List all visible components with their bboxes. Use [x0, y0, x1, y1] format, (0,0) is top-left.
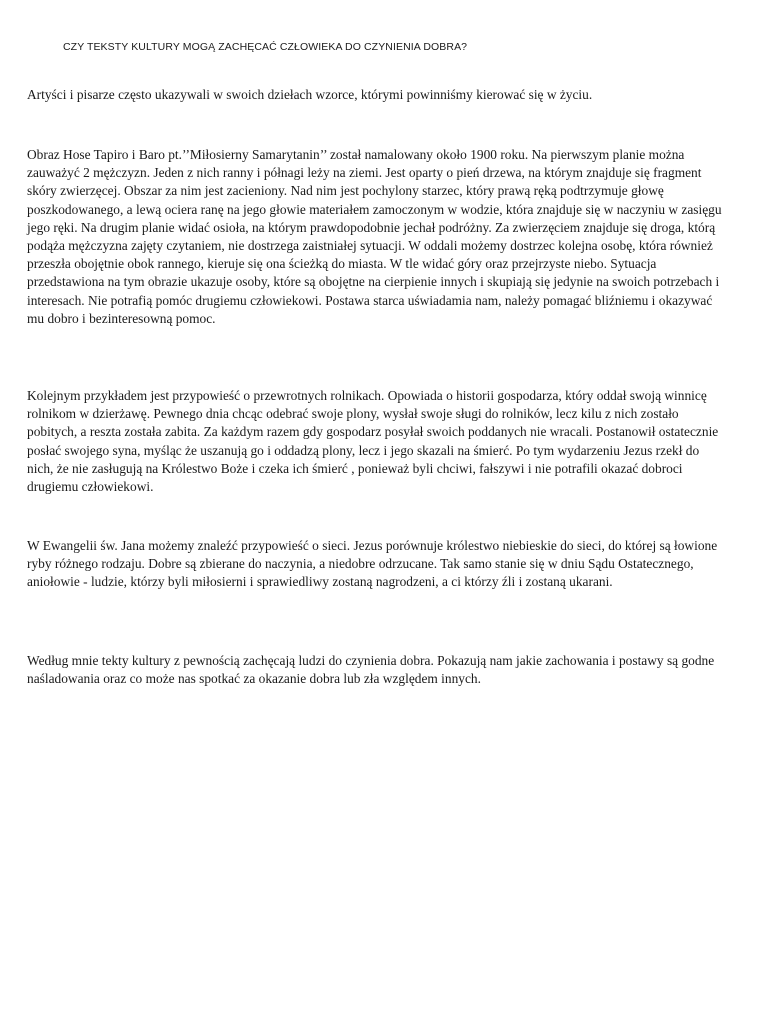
document-title: CZY TEKSTY KULTURY MOGĄ ZACHĘCAĆ CZŁOWIEKA DO CZYNIENIA DOBRA?: [63, 41, 468, 53]
wicked-tenants-paragraph: Kolejnym przykładem jest przypowieść o przewrotnych rolnikach. Opowiada o historii gospodarza, który oddał swoją winnicę rolnikom w dzierżawę. Pewnego dnia chcąc odebrać swoje plony, wysłał swoje sługi do rolników, lecz kilu z nich zostało pobitych, a reszta została zabita. Za każdym razem gdy gospodarz posyłał swoich poddanych nie wracali. Postanowił ostatecznie posłać swojego syna, myśląc że uszanują go i oddadzą plony, lecz i jego skazali na śmierć. Po tym wydarzeniu Jezus rzekł do nich, że nie zasługują na Królestwo Boże i czeka ich śmierć , ponieważ byli chciwi, fałszywi i nie potrafili okazać dobroci drugiemu człowiekowi.: [27, 388, 719, 495]
samaritan-painting-paragraph: Obraz Hose Tapiro i Baro pt.’’Miłosierny Samarytanin’’ został namalowany około 1900 roku. Na pierwszym planie można zauważyć 2 mężczyzn. Jeden z nich ranny i półnagi leży na ziemi. Jest oparty o pień drzewa, na którym znajduje się fragment skóry zwierzęcej. Obszar za nim jest zacieniony. Nad nim jest pochylony starzec, który prawą ręką podtrzymuje głowę poszkodowanego, a lewą ociera ranę na jego głowie materiałem zamoczonym w wodzie, która znajduje się w naczyniu w zasięgu jego ręki. Na drugim planie widać osiołа, na którym prawdopodobnie jechał podróżny. Za zwierzęciem znajduje się droga, którą podąża mężczyzna zajęty czytaniem, nie dostrzega zaistniałej sytuacji. W oddali możemy dostrzec kolejna osobę, która również przeszła obojętnie obok rannego, kieruje się ona ścieżką do miasta. W tle widać góry oraz przejrzyste niebo. Sytuacja przedstawiona na tym obrazie ukazuje osoby, które są obojętne na cierpienie innych i skupiają się jedynie na swoich potrzebach i interesach. Nie potrafią pomóc drugiemu człowiekowi. Postawa starca uświadamia nam, należy pomagać bliźniemu i okazywać mu dobro i bezinteresowną pomoc.: [27, 147, 722, 326]
net-parable-paragraph: W Ewangelii św. Jana możemy znaleźć przypowieść o sieci. Jezus porównuje królestwo niebieskie do sieci, do której są łowione ryby różnego rodzaju. Dobre są zbierane do naczynia, a niedobre odrzucane. Tak samo stanie się w dniu Sądu Ostatecznego, aniołowie - ludzie, którzy byli miłosierni i sprawiedliwy zostaną nagrodzeni, a ci którzy źli i zostaną ukarani.: [27, 538, 718, 590]
conclusion-paragraph: Według mnie tekty kultury z pewnością zachęcają ludzi do czynienia dobra. Pokazują nam jakie zachowania i postawy są godne naśladowania oraz co może nas spotkać za okazanie dobra lub zła względem innych.: [27, 653, 715, 687]
intro-paragraph: Artyści i pisarze często ukazywali w swoich dziełach wzorce, którymi powinniśmy kierować się w życiu.: [27, 87, 593, 102]
